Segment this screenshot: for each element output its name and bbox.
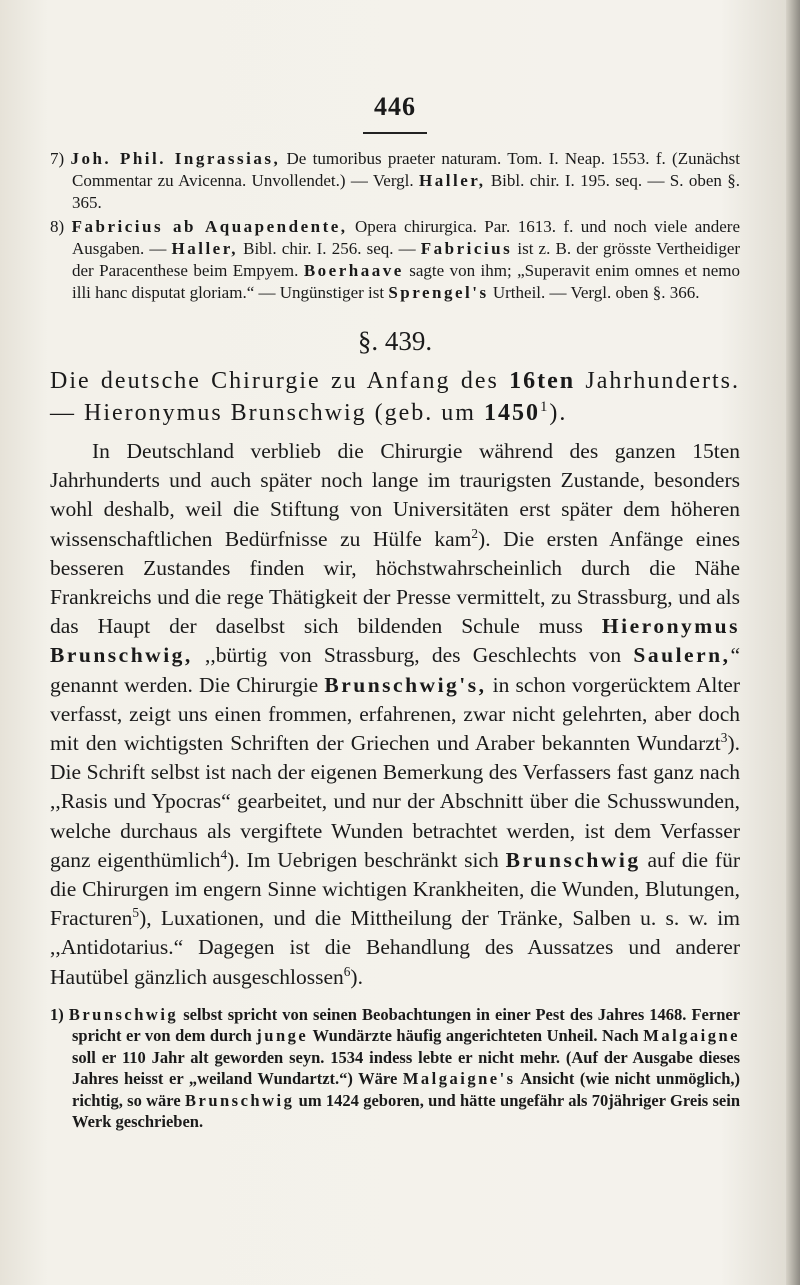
body-s3: ,,bürtig von Strassburg, des Geschlechts von	[205, 643, 622, 668]
footnote-8-ref-name: Haller,	[171, 239, 238, 258]
body-s4: “ genannt werden. Die Chirurgie	[50, 643, 741, 697]
footnote-1	[50, 1004, 740, 1133]
footnote-7-ref-name: Haller,	[419, 171, 486, 190]
footnote-1-text-1: selbst spricht von seinen Beobachtungen in einer Pest des Jahres 1468. Ferner spricht er von dem durch	[72, 1004, 741, 1046]
footnote-1-name-4: Malgaigne's	[402, 1069, 516, 1089]
footnote-1-name-3: Malgaigne	[643, 1026, 740, 1046]
footnote-8-number: 8)	[50, 217, 65, 236]
footnote-8	[50, 216, 740, 304]
footnote-7-number: 7)	[50, 149, 65, 168]
footnote-7	[50, 148, 740, 214]
body-s2: ). Die ersten Anfänge eines besseren Zustandes finden wir, höchstwahrscheinlich durch die Nähe Frankreichs und die rege Thätigkeit der Presse vermittelt, zu Strassburg, und als das Haupt der daselbst sich bildenden Schule muss	[50, 526, 740, 639]
footnote-8-author: Fabricius ab Aquapendente,	[71, 217, 348, 236]
body-ref-4: 4	[220, 846, 228, 862]
body-s6: ). Die Schrift selbst ist nach der eigenen Bemerkung des Verfassers fast ganz nach ,,Rasis und Ypocras“ gearbeitet, und nur der Abschnitt über die Schusswunden, welche durchaus als vergiftete Wunden betrachtet werden, ist dem Verfasser ganz eigenthümlich	[50, 731, 740, 872]
footnote-1-number: 1)	[50, 1004, 64, 1024]
body-name-brunschwig: Brunschwig	[505, 847, 641, 872]
footnote-8-text-2: Bibl. chir. I. 256. seq. —	[243, 239, 416, 258]
footnote-7-text: De tumoribus praeter naturam. Tom. I. Neap. 1553. f. (Zunächst Commentar zu Avicenna. Unvollendet.) — Vergl.	[72, 149, 741, 190]
body-s10: ).	[350, 964, 363, 989]
page-content	[50, 92, 740, 1133]
page-number: 446	[374, 92, 416, 121]
footnote-8-name-3: Boerhaave	[303, 261, 404, 280]
footnote-8-text-4: sagte von ihm; „Superavit enim omnes et nemo illi hanc disputat gloriam.“ — Ungünstiger ist	[72, 261, 741, 302]
footnote-7-ref-text: Bibl. chir. I. 195. seq. — S. oben §. 365.	[72, 171, 741, 212]
body-name-hieronymus: Hieronymus Brunschwig,	[50, 614, 741, 668]
body-paragraph	[50, 437, 740, 992]
footnote-1-text-4: Ansicht (wie nicht unmöglich,) richtig, so wäre	[72, 1069, 740, 1110]
body-ref-2: 2	[471, 525, 479, 541]
footnote-1-name-5: Brunschwig	[184, 1090, 295, 1110]
body-name-brunschwigs: Brunschwig's,	[324, 672, 487, 697]
body-s8: auf die für die Chirurgen im engern Sinne wichtigen Krankheiten, die Wunden, Blutungen, Fracturen	[50, 847, 740, 931]
footnotes-bottom	[50, 1004, 740, 1133]
footnote-8-name-4: Sprengel's	[388, 283, 489, 302]
heading-part-1: Die deutsche Chirurgie zu Anfang des	[50, 368, 499, 394]
body-ref-5: 5	[132, 905, 140, 921]
footnote-1-name-1: Brunschwig	[68, 1004, 179, 1024]
heading-end: ).	[549, 400, 568, 426]
heading-part-2: Jahrhunderts. — Hieronymus Brunschwig (geb. um	[50, 368, 741, 426]
footnote-8-text-5: Urtheil. — Vergl. oben §. 366.	[492, 283, 700, 302]
body-s7: ). Im Uebrigen beschränkt sich	[227, 847, 499, 872]
footnote-7-author: Joh. Phil. Ingrassias,	[70, 149, 281, 168]
heading-year: 1450	[483, 400, 540, 426]
footnote-8-text-3: ist z. B. der grösste Vertheidiger der Paracenthese beim Empyem.	[72, 239, 741, 280]
footnote-1-name-2: junge	[256, 1026, 309, 1046]
body-ref-6: 6	[343, 963, 351, 979]
footnote-1-text-2: Wundärzte häufig angerichteten Unheil. Nach	[312, 1026, 639, 1046]
page-edge-shadow	[786, 0, 800, 1285]
section-number: §. 439.	[357, 326, 433, 356]
footnote-8-name-2: Fabricius	[420, 239, 513, 258]
footnote-8-text-1: Opera chirurgica. Par. 1613. f. und noch viele andere Ausgaben. —	[72, 217, 741, 258]
footnote-1-text-5: um 1424 geboren, und hätte ungefähr als 70jähriger Greis sein Werk geschrieben.	[72, 1090, 741, 1132]
heading-footnote-ref: 1	[539, 399, 550, 415]
footnote-1-text-3: soll er 110 Jahr alt geworden seyn. 1534 indess lebte er nicht mehr. (Auf der Ausgabe dieses Jahres heisst er „weiland Wundartzt.“) Wäre	[72, 1047, 740, 1089]
body-ref-3: 3	[720, 729, 728, 745]
body-s9: ), Luxationen, und die Mittheilung der Tränke, Salben u. s. w. im ,,Antidotarius.“ Dagegen ist die Behandlung des Aussatzes und anderer Hautübel gänzlich ausgeschlossen	[50, 906, 740, 989]
page-number-rule	[363, 132, 427, 134]
body-name-saulern: Saulern,	[633, 643, 731, 668]
heading-bold-century: 16ten	[509, 368, 576, 394]
body-s5: in schon vorgerücktem Alter verfasst, zeigt uns einen frommen, erfahrenen, zwar nicht gelehrten, aber doch mit den wichtigsten Schriften der Griechen und Araber bekannten Wundarzt	[50, 672, 741, 756]
body-s1: In Deutschland verblieb die Chirurgie während des ganzen 15ten Jahrhunderts und auch später noch lange im traurigsten Zustande, besonders wohl deshalb, weil die Stiftung von Universitäten erst später dem höheren wissenschaftlichen Bedürfnisse zu Hülfe kam	[50, 439, 740, 551]
section-heading	[50, 365, 740, 429]
